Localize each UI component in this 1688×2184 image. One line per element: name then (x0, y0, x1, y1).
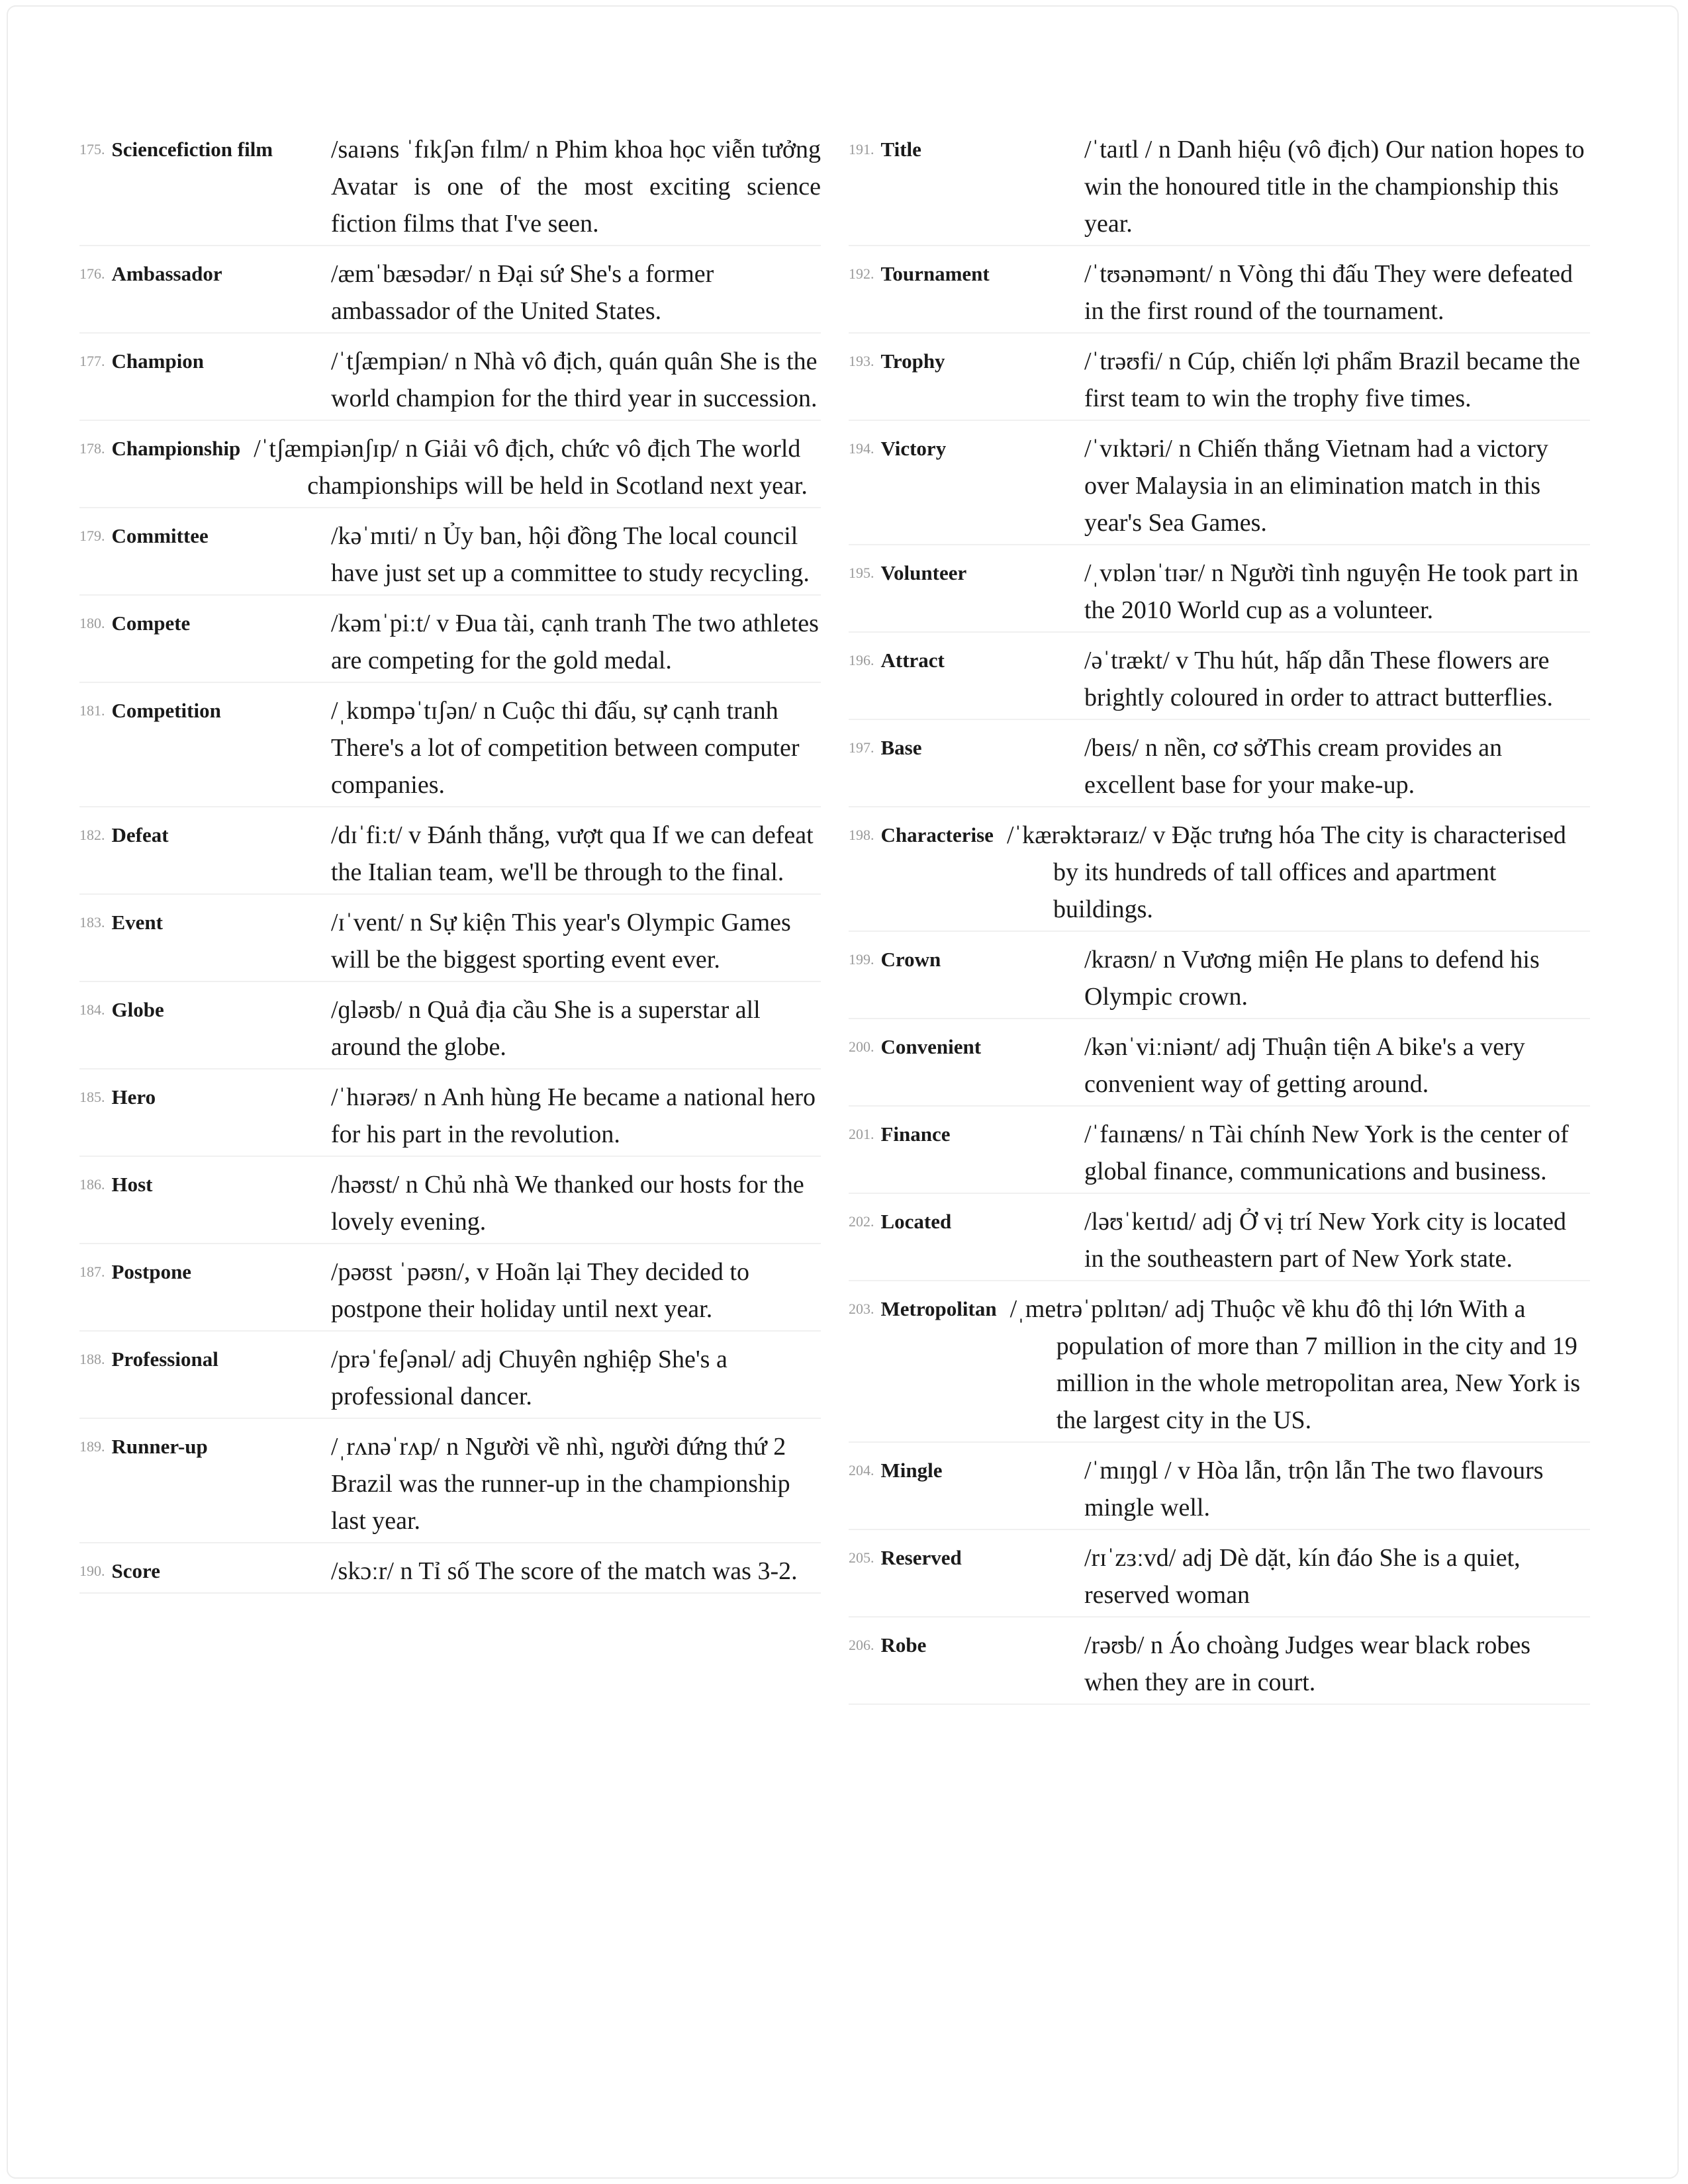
entry-definition: /pəʊst ˈpəʊn/, v Hoãn lại They decided to postpone their holiday until next year. (331, 1258, 749, 1323)
entry-definition: /ˈkærəktəraɪz/ v Đặc trưng hóa The city is characterised by its hundreds of tall offices and apartment buildings. (1006, 821, 1566, 923)
vocab-entry (79, 518, 821, 596)
entry-word: Sciencefiction film (111, 138, 273, 161)
entry-definition: /ləʊˈkeɪtɪd/ adj Ở vị trí New York city is located in the southeastern part of New York state. (1084, 1208, 1566, 1273)
entry-word: Committee (111, 524, 209, 547)
vocab-entry (79, 605, 821, 683)
entry-head (849, 255, 1084, 293)
entry-word: Trophy (880, 349, 945, 373)
entry-word: Defeat (111, 823, 169, 846)
entry-head (79, 1253, 331, 1291)
entry-head (79, 1428, 331, 1465)
entry-definition: /ˈtʃæmpiənʃɪp/ n Giải vô địch, chức vô địch The world championships will be held in Scotland next year. (254, 435, 808, 500)
vocab-entry (849, 555, 1590, 633)
entry-definition: /dɪˈfiːt/ v Đánh thắng, vượt qua If we can defeat the Italian team, we'll be through to the final. (331, 821, 814, 886)
entry-definition: /rɪˈzɜːvd/ adj Dè dặt, kín đáo She is a quiet, reserved woman (1084, 1544, 1521, 1609)
entry-definition: /ˌkɒmpəˈtɪʃən/ n Cuộc thi đấu, sự cạnh tranh There's a lot of competition between computer companies. (331, 697, 800, 799)
vocab-entry (79, 131, 821, 246)
entry-word: Professional (111, 1347, 218, 1371)
entry-number: 200. (849, 1038, 874, 1055)
right-column (849, 131, 1590, 1714)
entry-number: 205. (849, 1549, 874, 1566)
entry-head (849, 1539, 1084, 1576)
entry-number: 176. (79, 265, 105, 282)
entry-head (79, 518, 331, 555)
entry-head (849, 555, 1084, 592)
entry-definition: /beɪs/ n nền, cơ sởThis cream provides an excellent base for your make-up. (1084, 734, 1503, 799)
entry-number: 185. (79, 1089, 105, 1105)
entry-head (849, 1116, 1084, 1153)
entry-word: Reserved (880, 1546, 962, 1569)
entry-word: Hero (111, 1085, 156, 1109)
entry-head (79, 1079, 331, 1116)
entry-number: 196. (849, 652, 874, 668)
entry-number: 206. (849, 1637, 874, 1653)
entry-word: Title (880, 138, 921, 161)
entry-head (79, 1341, 331, 1378)
entry-number: 193. (849, 353, 874, 369)
entry-head (79, 605, 331, 642)
entry-word: Convenient (880, 1035, 982, 1058)
entry-number: 190. (79, 1563, 105, 1579)
entry-head (849, 1028, 1084, 1066)
entry-word: Tournament (880, 262, 990, 285)
entry-number: 201. (849, 1126, 874, 1142)
entry-word: Crown (880, 948, 941, 971)
entry-definition: /skɔːr/ n Tỉ số The score of the match was 3-2. (331, 1557, 798, 1585)
vocab-entry (849, 343, 1590, 421)
entry-number: 182. (79, 827, 105, 843)
left-column (79, 131, 821, 1603)
entry-definition: /ɪˈvent/ n Sự kiện This year's Olympic Games will be the biggest sporting event ever. (331, 909, 791, 974)
entry-head (79, 1553, 331, 1590)
entry-definition: /ˌmetrəˈpɒlɪtən/ adj Thuộc về khu đô thị lớn With a population of more than 7 million in the city and 19 million in the whole metropolitan area, New York is the largest city in the US. (1009, 1295, 1581, 1434)
vocab-entry (79, 343, 821, 421)
entry-head (79, 1166, 331, 1203)
entry-head (79, 817, 331, 854)
entry-definition: /ˈhɪərəʊ/ n Anh hùng He became a national hero for his part in the revolution. (331, 1083, 816, 1148)
vocab-entry (79, 255, 821, 334)
entry-definition: /ɡləʊb/ n Quả địa cầu She is a superstar all around the globe. (331, 996, 761, 1061)
vocab-entry (79, 904, 821, 982)
entry-head (849, 1452, 1084, 1489)
entry-word: Champion (111, 349, 205, 373)
entry-head (849, 343, 1084, 380)
entry-word: Victory (880, 437, 947, 460)
entry-number: 199. (849, 951, 874, 968)
entry-number: 181. (79, 702, 105, 719)
entry-number: 184. (79, 1001, 105, 1018)
entry-word: Compete (111, 612, 191, 635)
entry-definition: /həʊst/ n Chủ nhà We thanked our hosts for the lovely evening. (331, 1171, 804, 1236)
vocab-entry (79, 991, 821, 1069)
entry-word: Ambassador (111, 262, 222, 285)
entry-word: Base (880, 736, 922, 759)
entry-word: Mingle (880, 1459, 943, 1482)
entry-head (79, 131, 331, 168)
entry-definition: /saɪəns ˈfɪkʃən fɪlm/ n Phim khoa học viễn tưởng Avatar is one of the most exciting science fiction films that I've seen. (331, 136, 821, 238)
entry-head (849, 729, 1084, 766)
entry-word: Event (111, 911, 163, 934)
entry-word: Volunteer (880, 561, 967, 584)
vocab-entry (849, 1203, 1590, 1281)
vocab-entry (849, 1028, 1590, 1107)
vocab-entry (79, 692, 821, 807)
entry-number: 183. (79, 914, 105, 931)
vocab-entry (849, 1452, 1590, 1530)
entry-definition: /prəˈfeʃənəl/ adj Chuyên nghiệp She's a professional dancer. (331, 1345, 727, 1410)
vocab-entry (849, 131, 1590, 246)
entry-word: Metropolitan (880, 1297, 997, 1320)
entry-word: Located (880, 1210, 952, 1233)
entry-word: Host (111, 1173, 153, 1196)
entry-head (79, 430, 240, 467)
entry-head (849, 430, 1084, 467)
entry-definition: /ˈtrəʊfi/ n Cúp, chiến lợi phẩm Brazil became the first team to win the trophy five times. (1084, 347, 1580, 412)
entry-number: 195. (849, 565, 874, 581)
entry-head (79, 343, 331, 380)
vocab-entry (849, 1627, 1590, 1705)
entry-definition: /ˌvɒlənˈtɪər/ n Người tình nguyện He took part in the 2010 World cup as a volunteer. (1084, 559, 1579, 624)
entry-definition: /ˈfaɪnæns/ n Tài chính New York is the center of global finance, communications and business. (1084, 1120, 1569, 1185)
vocab-entry (849, 255, 1590, 334)
entry-number: 187. (79, 1263, 105, 1280)
entry-word: Runner-up (111, 1435, 208, 1458)
entry-head (79, 255, 331, 293)
vocab-entry (79, 1079, 821, 1157)
entry-number: 175. (79, 141, 105, 158)
entry-head (849, 131, 1084, 168)
entry-number: 194. (849, 440, 874, 457)
entry-head (849, 817, 994, 854)
entry-number: 202. (849, 1213, 874, 1230)
entry-head (849, 1203, 1084, 1240)
entry-definition: /kəmˈpiːt/ v Đua tài, cạnh tranh The two athletes are competing for the gold medal. (331, 610, 819, 674)
entry-definition: /əˈtrækt/ v Thu hút, hấp dẫn These flowers are brightly coloured in order to attract butterflies. (1084, 647, 1554, 711)
vocab-entry (79, 1553, 821, 1594)
entry-word: Championship (111, 437, 241, 460)
entry-number: 197. (849, 739, 874, 756)
vocab-entry (79, 1253, 821, 1332)
entry-definition: /ˈvɪktəri/ n Chiến thắng Vietnam had a victory over Malaysia in an elimination match in this year's Sea Games. (1084, 435, 1548, 537)
entry-number: 192. (849, 265, 874, 282)
entry-number: 177. (79, 353, 105, 369)
entry-number: 191. (849, 141, 874, 158)
entry-head (79, 904, 331, 941)
entry-head (849, 1291, 997, 1328)
entry-head (849, 941, 1084, 978)
entry-word: Characterise (880, 823, 994, 846)
page (7, 5, 1679, 2179)
vocab-entry (849, 729, 1590, 807)
entry-word: Globe (111, 998, 164, 1021)
entry-word: Finance (880, 1122, 951, 1146)
entry-number: 179. (79, 527, 105, 544)
entry-definition: /ˌrʌnəˈrʌp/ n Người về nhì, người đứng thứ 2 Brazil was the runner-up in the championship last year. (331, 1433, 790, 1535)
entry-number: 188. (79, 1351, 105, 1367)
vocab-entry (849, 941, 1590, 1019)
entry-head (79, 991, 331, 1028)
entry-head (849, 1627, 1084, 1664)
entry-number: 204. (849, 1462, 874, 1479)
entry-number: 178. (79, 440, 105, 457)
vocab-entry (849, 1116, 1590, 1194)
vocab-entry (79, 817, 821, 895)
vocab-entry (79, 1428, 821, 1543)
entry-definition: /rəʊb/ n Áo choàng Judges wear black robes when they are in court. (1084, 1631, 1531, 1696)
entry-definition: /æmˈbæsədər/ n Đại sứ She's a former ambassador of the United States. (331, 260, 714, 325)
vocab-entry (849, 1539, 1590, 1617)
entry-word: Competition (111, 699, 221, 722)
entry-definition: /ˈtʊənəmənt/ n Vòng thi đấu They were defeated in the first round of the tournament. (1084, 260, 1573, 325)
entry-word: Score (111, 1559, 160, 1582)
entry-definition: /kənˈviːniənt/ adj Thuận tiện A bike's a very convenient way of getting around. (1084, 1033, 1525, 1098)
entry-definition: /ˈtʃæmpiən/ n Nhà vô địch, quán quân She is the world champion for the third year in succession. (331, 347, 818, 412)
entry-number: 203. (849, 1300, 874, 1317)
entry-word: Attract (880, 649, 945, 672)
vocab-entry (849, 817, 1590, 932)
vocab-entry (849, 430, 1590, 545)
entry-word: Robe (880, 1633, 927, 1657)
entry-definition: /kraʊn/ n Vương miện He plans to defend his Olympic crown. (1084, 946, 1540, 1011)
vocab-entry (79, 430, 821, 508)
entry-number: 189. (79, 1438, 105, 1455)
entry-number: 198. (849, 827, 874, 843)
vocab-entry (79, 1341, 821, 1419)
entry-definition: /ˈtaɪtl / n Danh hiệu (vô địch) Our nation hopes to win the honoured title in the championship this year. (1084, 136, 1585, 238)
entry-head (849, 642, 1084, 679)
entry-head (79, 692, 331, 729)
entry-number: 180. (79, 615, 105, 631)
vocab-entry (849, 1291, 1590, 1443)
entry-number: 186. (79, 1176, 105, 1193)
vocab-entry (849, 642, 1590, 720)
entry-definition: /ˈmɪŋɡl / v Hòa lẫn, trộn lẫn The two flavours mingle well. (1084, 1457, 1544, 1522)
entry-word: Postpone (111, 1260, 192, 1283)
vocab-entry (79, 1166, 821, 1244)
entry-definition: /kəˈmɪti/ n Ủy ban, hội đồng The local council have just set up a committee to study recycling. (331, 522, 810, 587)
